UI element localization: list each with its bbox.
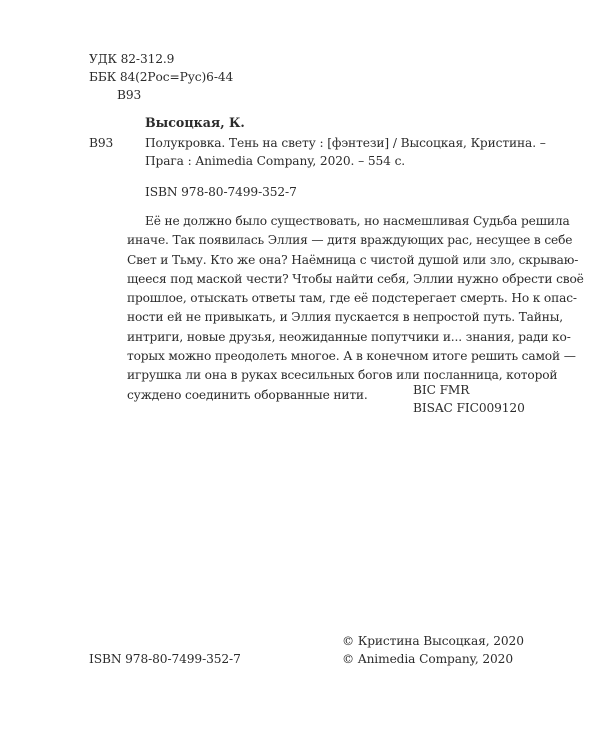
author-heading: Высоцкая, К. [145,115,245,130]
annotation-line: Её не должно было существовать, но насмешливая Судьба решила [145,214,570,228]
annotation-line: Свет и Тьму. Кто же она? Наёмница с чистой душой или зло, скрываю- [127,252,579,267]
isbn-top: ISBN 978-80-7499-352-7 [145,185,297,199]
bibliographic-description-line-2: Прага : Animedia Company, 2020. – 554 с. [145,154,406,168]
isbn-bottom: ISBN 978-80-7499-352-7 [89,652,241,666]
annotation-line: ности ей не привыкать, и Эллия пускается в непростой путь. Тайны, [127,310,564,325]
author-sign-left: В93 [89,136,114,150]
udk-code: УДК 82-312.9 [89,52,175,66]
annotation-line: щееся под маской чести? Чтобы найти себя, Эллии нужно обрести своё [127,271,584,286]
annotation-line: торых можно преодолеть многое. А в конечном итоге решить самой — [127,349,576,364]
copyright-publisher: © Animedia Company, 2020 [342,652,513,666]
bibliographic-description-line-1: Полукровка. Тень на свету : [фэнтези] / Высоцкая, Кристина. – [145,136,546,150]
annotation [127,212,584,405]
annotation-line: интриги, новые друзья, неожиданные попутчики и... знания, ради ко- [127,329,571,344]
copyright-author: © Кристина Высоцкая, 2020 [342,634,524,648]
annotation-line: иначе. Так появилась Эллия — дитя враждующих рас, несущее в себе [127,233,573,248]
annotation-line: прошлое, отыскать ответы там, где её подстерегает смерть. Но к опас- [127,291,577,306]
annotation-line: игрушка ли она в руках всесильных богов или посланница, которой [127,368,558,383]
annotation-line: суждено соединить оборванные нити. [127,387,368,402]
bisac-code: BISAC FIC009120 [413,401,525,415]
bic-code: BIC FMR [413,383,470,397]
author-sign-top: В93 [117,88,142,102]
bbk-code: ББК 84(2Рос=Рус)6-44 [89,70,234,84]
